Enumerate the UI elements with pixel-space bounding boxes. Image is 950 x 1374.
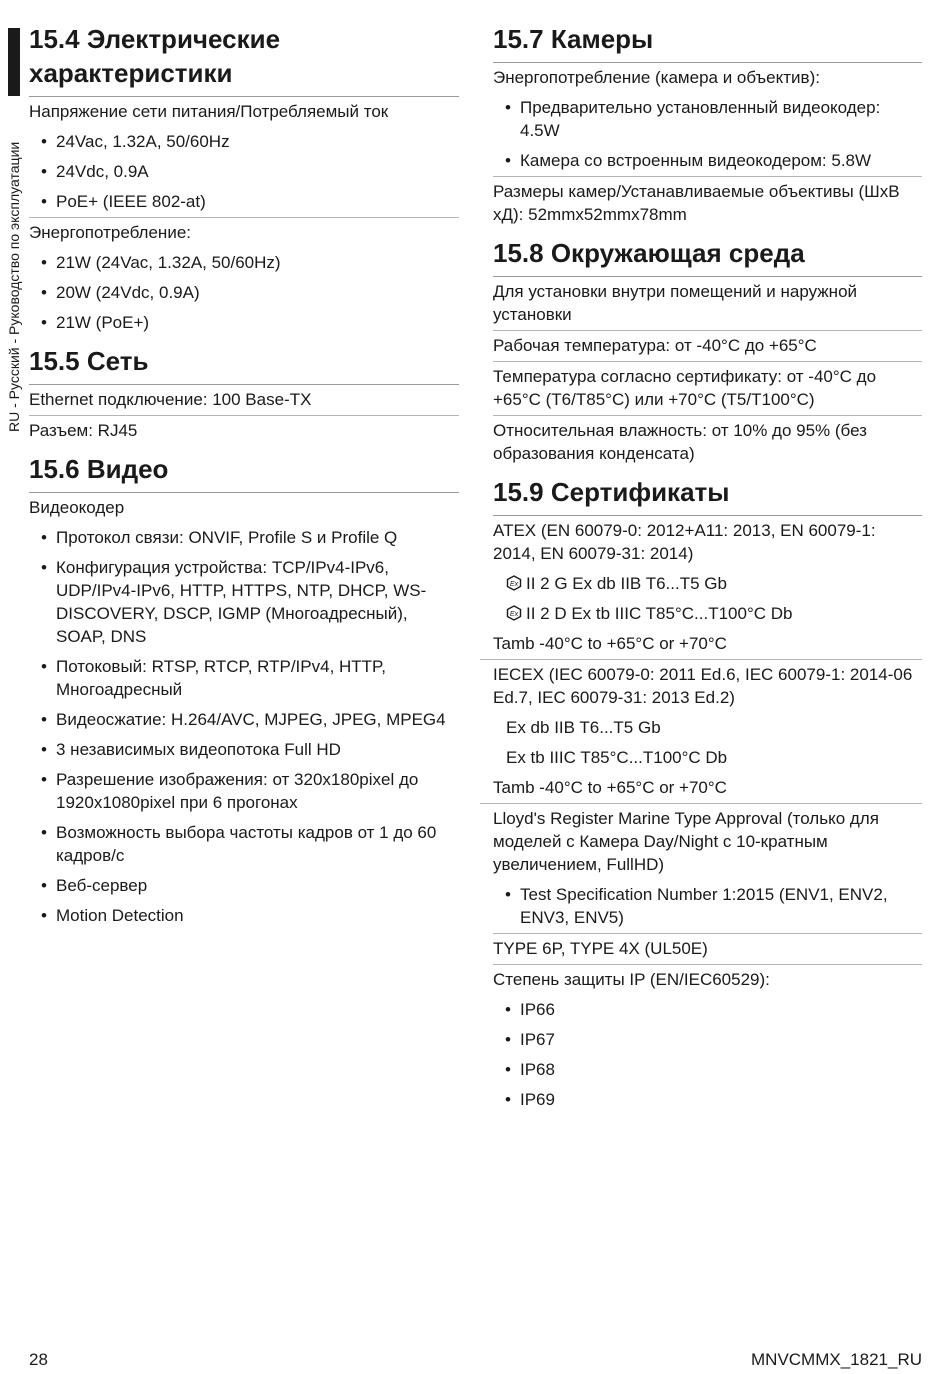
certified-temperature: Температура согласно сертификату: от -40°C до +65°C (T6/T85°C) или +70°C (T5/T100°C) <box>493 362 922 416</box>
list-item: • Motion Detection <box>29 901 459 931</box>
section-electrical <box>29 22 459 338</box>
list-item: • Протокол связи: ONVIF, Profile S и Profile Q <box>29 523 459 553</box>
list-item: • 20W (24Vdc, 0.9A) <box>29 278 459 308</box>
iecex-tb-marking: Ex tb IIIC T85°C...T100°C Db <box>506 748 728 767</box>
list-item: • 21W (24Vac, 1.32A, 50/60Hz) <box>29 248 459 278</box>
section-title: 15.8 Окружающая среда <box>493 236 922 277</box>
right-column <box>493 22 922 1115</box>
section-network <box>29 344 459 446</box>
supply-list <box>29 127 459 218</box>
svg-text:Ex: Ex <box>509 581 519 588</box>
operating-temperature: Рабочая температура: от -40°C до +65°C <box>493 331 922 362</box>
page-number: 28 <box>29 1350 48 1369</box>
section-environment <box>493 236 922 469</box>
lloyds-spec: Lloyd's Register Marine Type Approval (только для моделей с Камера Day/Night с 10-кратным увеличением, FullHD) <box>493 809 879 874</box>
list-item: • PoE+ (IEEE 802-at) <box>29 187 459 218</box>
iecex-tamb: Tamb -40°C to +65°C or +70°C <box>480 773 922 804</box>
video-list <box>29 523 459 931</box>
ethernet-spec: Ethernet подключение: 100 Base-TX <box>29 385 459 416</box>
section-certificates <box>493 475 922 1115</box>
ip-list <box>493 995 922 1115</box>
iecex-db-marking: Ex db IIB T6...T5 Gb <box>506 718 661 737</box>
atex-spec: ATEX (EN 60079-0: 2012+A11: 2013, EN 60079-1: 2014, EN 60079-31: 2014) <box>493 521 876 563</box>
section-title: 15.7 Камеры <box>493 22 922 63</box>
list-item: • 24Vac, 1.32A, 50/60Hz <box>29 127 459 157</box>
connector-spec: Разъем: RJ45 <box>29 421 138 440</box>
camera-power-label: Энергопотребление (камера и объектив): <box>493 68 820 87</box>
atex-gas-text: II 2 G Ex db IIB T6...T5 Gb <box>526 574 727 593</box>
section-title: 15.9 Сертификаты <box>493 475 922 516</box>
ip-label: Степень защиты IP (EN/IEC60529): <box>493 970 770 989</box>
list-item: • Веб-сервер <box>29 871 459 901</box>
ex-hexagon-icon <box>506 605 522 621</box>
list-item: • 3 независимых видеопотока Full HD <box>29 735 459 765</box>
atex-tamb: Tamb -40°C to +65°C or +70°C <box>480 629 922 660</box>
side-running-title: RU - Русский - Руководство по эксплуатации <box>6 141 22 432</box>
ex-hexagon-icon <box>506 575 522 591</box>
left-column <box>29 22 459 931</box>
lloyds-list <box>493 880 922 934</box>
atex-dust-marking <box>493 599 922 629</box>
list-item: • IP69 <box>493 1085 922 1115</box>
list-item: • IP66 <box>493 995 922 1025</box>
atex-dust-text: II 2 D Ex tb IIIC T85°C...T100°C Db <box>526 604 793 623</box>
list-item: • Предварительно установленный видеокодер: 4.5W <box>493 93 922 146</box>
list-item: • 21W (PoE+) <box>29 308 459 338</box>
power-label: Энергопотребление: <box>29 223 191 242</box>
document-code: MNVCMMX_1821_RU <box>751 1350 922 1369</box>
list-item: • Видеосжатие: H.264/AVC, MJPEG, JPEG, MPEG4 <box>29 705 459 735</box>
power-list <box>29 248 459 338</box>
section-title: 15.5 Сеть <box>29 344 459 385</box>
camera-dimensions: Размеры камер/Устанавливаемые объективы (ШхВ хД): 52mmx52mmx78mm <box>493 182 900 224</box>
svg-text:Ex: Ex <box>509 611 519 618</box>
type-rating: TYPE 6P, TYPE 4X (UL50E) <box>493 934 922 965</box>
list-item: • IP68 <box>493 1055 922 1085</box>
supply-label: Напряжение сети питания/Потребляемый ток <box>29 102 389 121</box>
list-item: • IP67 <box>493 1025 922 1055</box>
section-video <box>29 452 459 931</box>
list-item: • Конфигурация устройства: TCP/IPv4-IPv6, UDP/IPv4-IPv6, HTTP, HTTPS, NTP, DHCP, WS-DISCOVERY, DSCP, IGMP (Многоадресный), SOAP, DNS <box>29 553 459 652</box>
section-title: 15.6 Видео <box>29 452 459 493</box>
install-spec: Для установки внутри помещений и наружной установки <box>493 277 922 331</box>
section-cameras <box>493 22 922 230</box>
encoder-label: Видеокодер <box>29 498 125 517</box>
section-title: 15.4 Электрические характеристики <box>29 22 459 97</box>
list-item: • Потоковый: RTSP, RTCP, RTP/IPv4, HTTP, Многоадресный <box>29 652 459 705</box>
iecex-spec: IECEX (IEC 60079-0: 2011 Ed.6, IEC 60079-1: 2014-06 Ed.7, IEC 60079-31: 2013 Ed.2) <box>493 665 913 707</box>
camera-power-list <box>493 93 922 177</box>
list-item: • Возможность выбора частоты кадров от 1 до 60 кадров/с <box>29 818 459 871</box>
humidity-spec: Относительная влажность: от 10% до 95% (без образования конденсата) <box>493 421 867 463</box>
side-marker-bar <box>8 28 20 96</box>
list-item: • Разрешение изображения: от 320x180pixel до 1920x1080pixel при 6 прогонах <box>29 765 459 818</box>
list-item: • Test Specification Number 1:2015 (ENV1, ENV2, ENV3, ENV5) <box>493 880 922 934</box>
list-item: • 24Vdc, 0.9A <box>29 157 459 187</box>
list-item: • Камера со встроенным видеокодером: 5.8W <box>493 146 922 177</box>
atex-gas-marking <box>493 569 922 599</box>
